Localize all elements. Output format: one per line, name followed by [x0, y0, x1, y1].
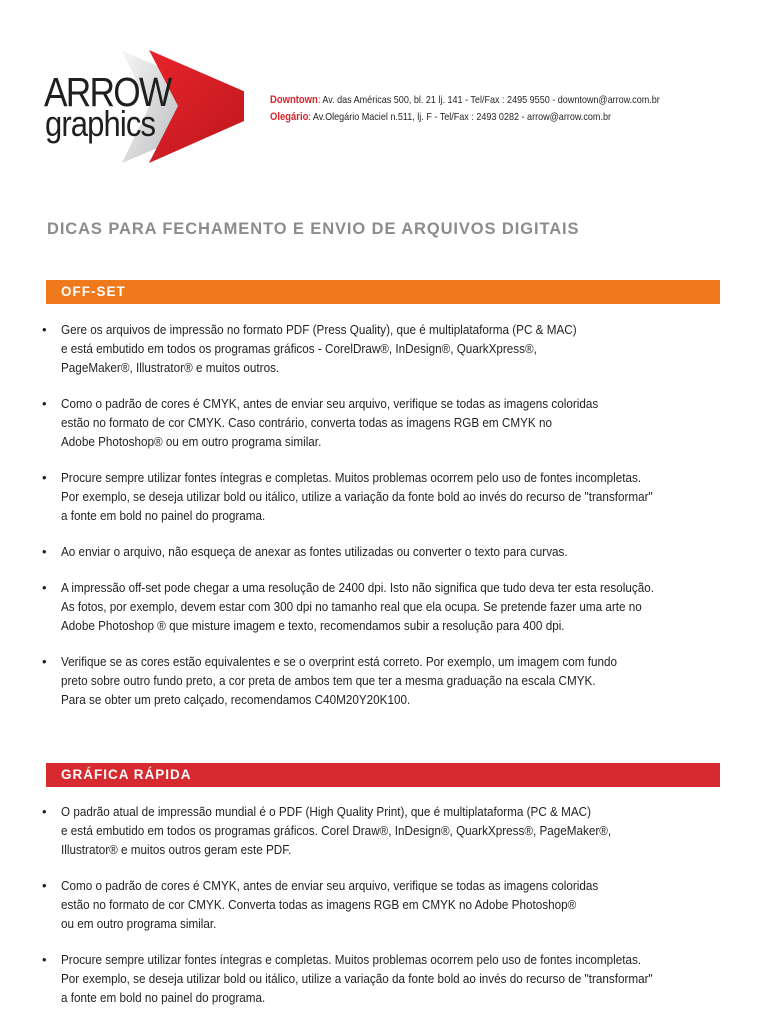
list-item [42, 542, 742, 561]
header [0, 0, 768, 190]
bullet-icon: • [42, 322, 47, 337]
logo-word-arrow: ARROW [44, 69, 171, 115]
contact-text: : Av.Olegário Maciel n.511, lj. F - Tel/Fax : 2493 0282 - arrow@arrow.com.br [308, 111, 611, 123]
bullet-icon: • [42, 654, 47, 669]
list-item [42, 950, 742, 1007]
list-item-line: Ao enviar o arquivo, não esqueça de anexar as fontes utilizadas ou converter o texto para curvas. [61, 544, 568, 559]
arrow-graphics-logo [44, 50, 244, 165]
bullet-icon: • [42, 804, 47, 819]
list-item [42, 578, 742, 635]
contact-name: Olegário [270, 111, 309, 123]
bullet-icon: • [42, 952, 47, 967]
list-item-line: e está embutido em todos os programas gráficos - CorelDraw®, InDesign®, QuarkXpress®, [61, 341, 537, 356]
page-title: DICAS PARA FECHAMENTO E ENVIO DE ARQUIVOS DIGITAIS [47, 220, 580, 238]
section-heading-offset: OFF-SET [46, 280, 720, 304]
list-item-line: Por exemplo, se deseja utilizar bold ou itálico, utilize a variação da fonte bold ao invés do recurso de "transformar" [61, 971, 653, 986]
list-item-line: estão no formato de cor CMYK. Converta todas as imagens RGB em CMYK no Adobe Photoshop® [61, 897, 577, 912]
list-item-line: Verifique se as cores estão equivalentes e se o overprint está correto. Por exemplo, um imagem com fundo [61, 654, 618, 669]
bullet-icon: • [42, 878, 47, 893]
list-item-line: e está embutido em todos os programas gráficos. Corel Draw®, InDesign®, QuarkXpress®, PageMaker®, [61, 823, 612, 838]
list-item-line: a fonte em bold no painel do programa. [61, 990, 266, 1005]
contact-info [270, 92, 723, 126]
contact-line-downtown [270, 92, 660, 109]
list-item [42, 652, 742, 709]
list-item-line: a fonte em bold no painel do programa. [61, 508, 266, 523]
bullet-icon: • [42, 544, 47, 559]
list-item-line: Adobe Photoshop® ou em outro programa similar. [61, 434, 322, 449]
contact-name: Downtown [270, 94, 318, 106]
grafica-tips-list [42, 802, 742, 1024]
list-item-line: O padrão atual de impressão mundial é o PDF (High Quality Print), que é multiplataforma (PC & MAC) [61, 804, 591, 819]
list-item [42, 802, 742, 859]
list-item-line: As fotos, por exemplo, devem estar com 300 dpi no tamanho real que ela ocupa. Se pretende fazer uma arte no [61, 599, 642, 614]
list-item-line: Illustrator® e muitos outros geram este PDF. [61, 842, 292, 857]
list-item-line: Como o padrão de cores é CMYK, antes de enviar seu arquivo, verifique se todas as imagens coloridas [61, 396, 599, 411]
list-item [42, 320, 742, 377]
list-item-line: Gere os arquivos de impressão no formato PDF (Press Quality), que é multiplataforma (PC & MAC) [61, 322, 577, 337]
list-item [42, 394, 742, 451]
bullet-icon: • [42, 396, 47, 411]
list-item [42, 468, 742, 525]
list-item-line: PageMaker®, Illustrator® e muitos outros. [61, 360, 280, 375]
list-item-line: Como o padrão de cores é CMYK, antes de enviar seu arquivo, verifique se todas as imagens coloridas [61, 878, 599, 893]
contact-text: : Av. das Américas 500, bl. 21 lj. 141 - Tel/Fax : 2495 9550 - downtown@arrow.com.br [317, 94, 660, 106]
list-item-line: Adobe Photoshop ® que misture imagem e texto, recomendamos subir a resolução para 400 dpi. [61, 618, 565, 633]
list-item-line: estão no formato de cor CMYK. Caso contrário, converta todas as imagens RGB em CMYK no [61, 415, 552, 430]
list-item-line: A impressão off-set pode chegar a uma resolução de 2400 dpi. Isto não significa que tudo deva ter esta resolução. [61, 580, 654, 595]
offset-tips-list [42, 320, 742, 726]
section-heading-grafica-rapida: GRÁFICA RÁPIDA [46, 763, 720, 787]
list-item-line: Para se obter um preto calçado, recomendamos C40M20Y20K100. [61, 692, 411, 707]
logo-word-graphics: graphics [45, 103, 156, 144]
list-item-line: Procure sempre utilizar fontes íntegras e completas. Muitos problemas ocorrem pelo uso de fontes incompletas. [61, 952, 642, 967]
bullet-icon: • [42, 470, 47, 485]
list-item [42, 876, 742, 933]
list-item-line: ou em outro programa similar. [61, 916, 217, 931]
bullet-icon: • [42, 580, 47, 595]
list-item-line: Por exemplo, se deseja utilizar bold ou itálico, utilize a variação da fonte bold ao invés do recurso de "transformar" [61, 489, 653, 504]
list-item-line: Procure sempre utilizar fontes íntegras e completas. Muitos problemas ocorrem pelo uso de fontes incompletas. [61, 470, 642, 485]
list-item-line: preto sobre outro fundo preto, a cor preta de ambos tem que ter a mesma graduação na escala CMYK. [61, 673, 596, 688]
contact-line-olegario [270, 109, 660, 126]
